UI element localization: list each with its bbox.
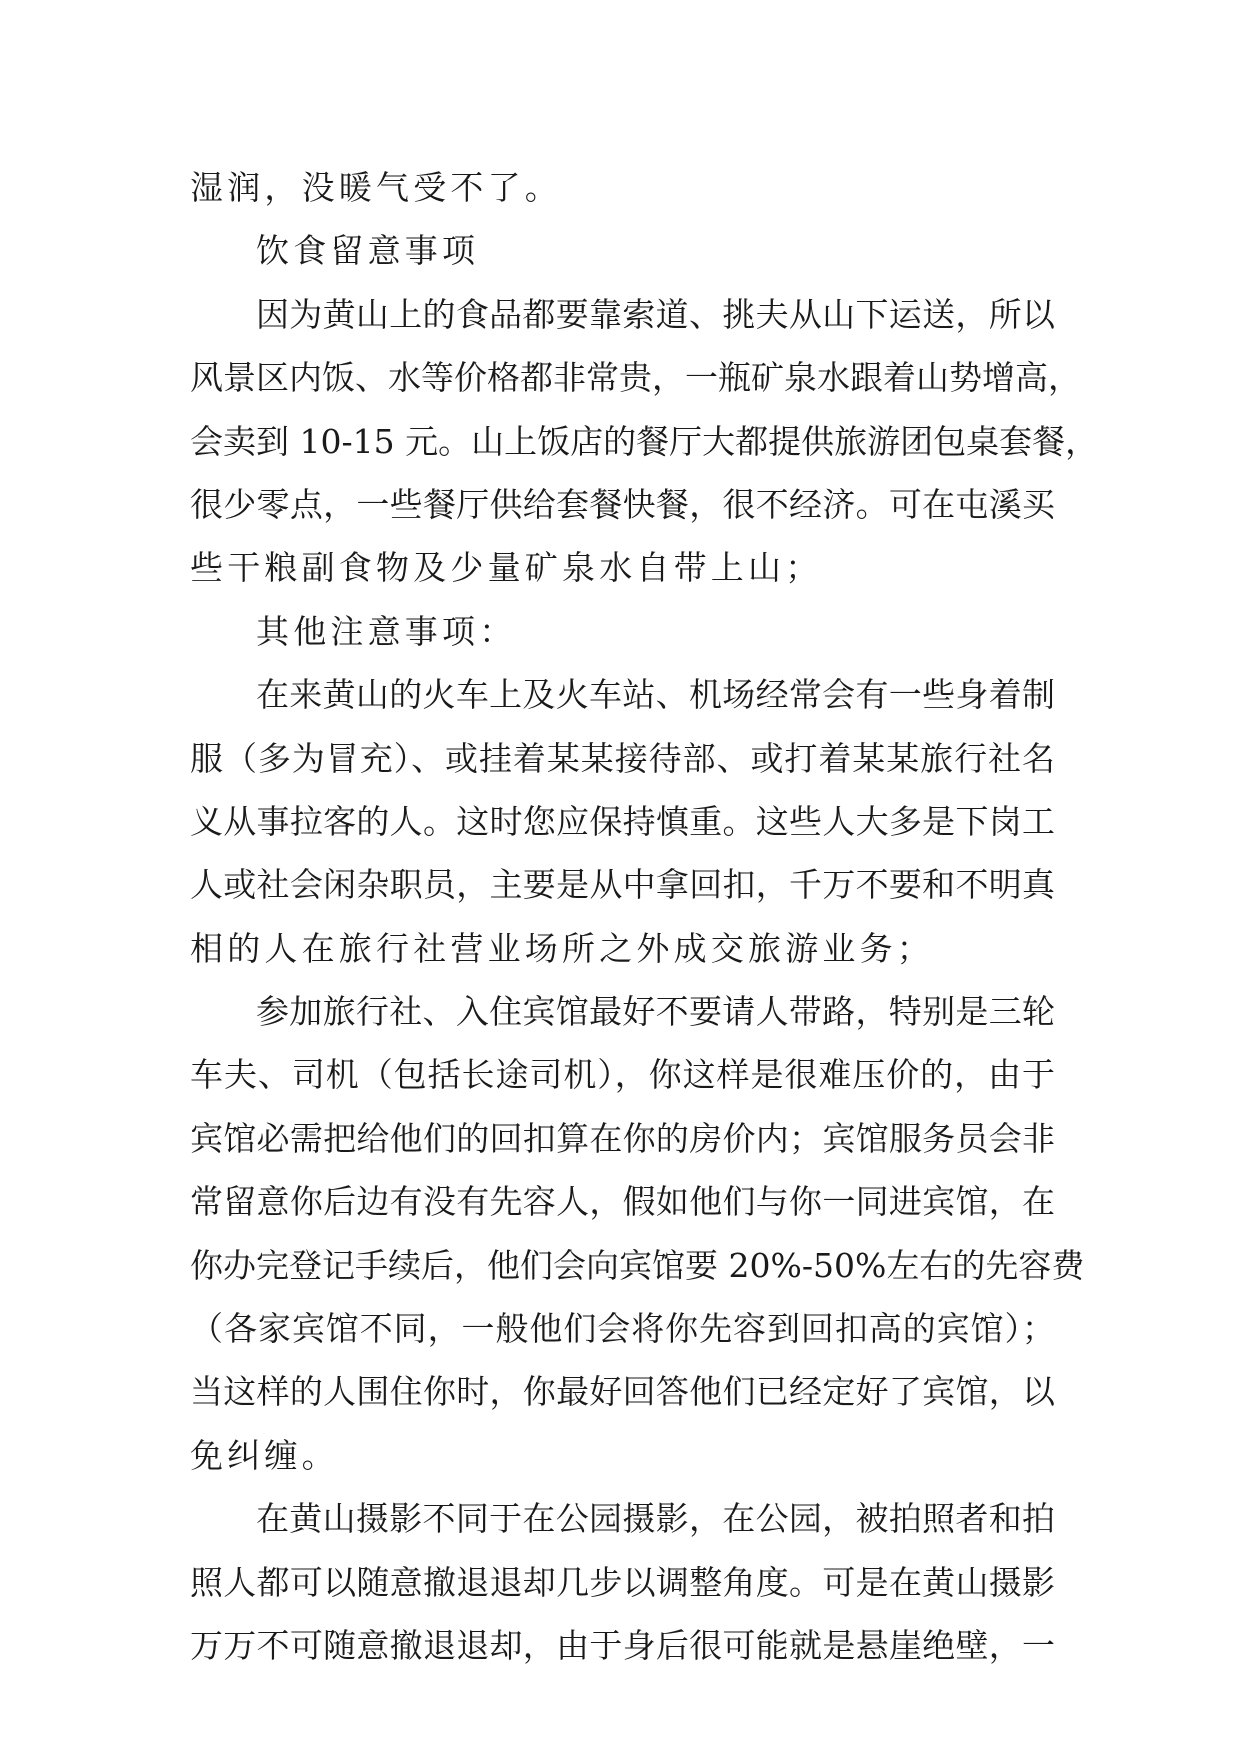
text-line: 些干粮副食物及少量矿泉水自带上山； [190, 548, 823, 588]
text-line: 宾馆必需把给他们的回扣算在你的房价内；宾馆服务员会非 [190, 1118, 1055, 1158]
text-line: 免纠缠。 [190, 1435, 339, 1475]
text-line: 服（多为冒充）、或挂着某某接待部、或打着某某旅行社名 [190, 738, 1055, 778]
text-line: 义从事拉客的人。这时您应保持慎重。这些人大多是下岗工 [190, 801, 1055, 841]
text-line: 饮食留意事项 [256, 231, 480, 271]
text-line: 很少零点，一些餐厅供给套餐快餐，很不经济。可在屯溪买 [190, 484, 1055, 524]
text-line: （各家宾馆不同，一般他们会将你先容到回扣高的宾馆）； [190, 1309, 1055, 1349]
text-line: 湿润，没暖气受不了。 [190, 168, 562, 207]
text-line: 常留意你后边有没有先容人，假如他们与你一同进宾馆，在 [190, 1182, 1055, 1222]
text-line: 车夫、司机（包括长途司机），你这样是很难压价的，由于 [190, 1055, 1055, 1095]
text-line: 在来黄山的火车上及火车站、机场经常会有一些身着制 [256, 675, 1055, 715]
text-line: 照人都可以随意撤退退却几步以调整角度。可是在黄山摄影 [190, 1562, 1055, 1602]
text-line: 当这样的人围住你时，你最好回答他们已经定好了宾馆，以 [190, 1372, 1055, 1412]
document-body [190, 156, 1099, 1677]
text-line: 万万不可随意撤退退却，由于身后很可能就是悬崖绝壁，一 [190, 1625, 1055, 1665]
text-line: 其他注意事项： [256, 611, 517, 651]
text-line: 因为黄山上的食品都要靠索道、挑夫从山下运送，所以 [256, 294, 1055, 334]
text-line: 在黄山摄影不同于在公园摄影，在公园，被拍照者和拍 [256, 1499, 1055, 1539]
text-line: 参加旅行社、入住宾馆最好不要请人带路，特别是三轮 [256, 992, 1055, 1032]
text-line: 会卖到 10-15 元。山上饭店的餐厅大都提供旅游团包桌套餐， [190, 421, 1099, 461]
text-line: 风景区内饭、水等价格都非常贵，一瓶矿泉水跟着山势增高， [190, 358, 1081, 398]
text-line: 人或社会闲杂职员，主要是从中拿回扣，千万不要和不明真 [190, 865, 1055, 905]
text-line: 相的人在旅行社营业场所之外成交旅游业务； [190, 928, 934, 968]
text-line: 你办完登记手续后，他们会向宾馆要 20%-50%左右的先容费 [190, 1245, 1085, 1285]
